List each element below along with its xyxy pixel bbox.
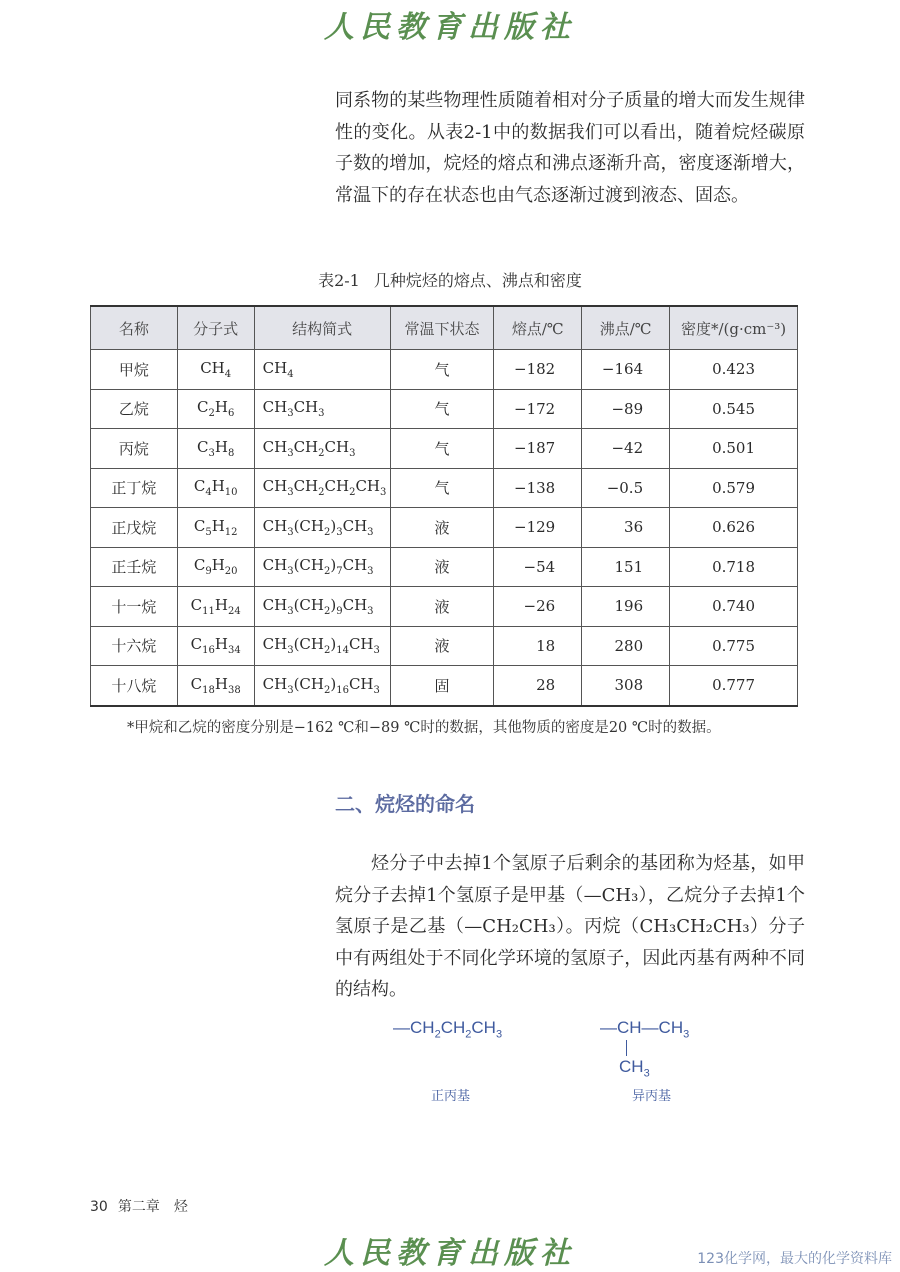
cell-density: 0.775 <box>670 626 798 666</box>
cell-state: 固 <box>390 666 494 706</box>
cell-name: 正壬烷 <box>91 547 178 587</box>
table-footnote: *甲烷和乙烷的密度分别是−162 ℃和−89 ℃时的数据，其他物质的密度是20 ℃时的数据。 <box>127 720 721 736</box>
table-row <box>91 468 798 508</box>
table-row <box>91 587 798 627</box>
cell-state: 液 <box>390 626 494 666</box>
cell-density: 0.501 <box>670 429 798 469</box>
cell-name: 正戊烷 <box>91 508 178 548</box>
cell-structure: $CH_3(CH_2)_3CH_3$ <box>254 508 390 548</box>
cell-boiling-point: −164 <box>582 350 670 390</box>
alkyl-paragraph: 烃分子中去掉1个氢原子后剩余的基团称为烃基，如甲烷分子去掉1个氢原子是甲基（—CH₃），乙烷分子去掉1个氢原子是乙基（—CH₂CH₃）。丙烷（CH₃CH₂CH₃）分子中有两组处于不同化学环境的氢原子，因此丙基有两种不同的结构。 <box>335 853 805 1001</box>
cell-boiling-point: 151 <box>582 547 670 587</box>
cell-name: 乙烷 <box>91 389 178 429</box>
cell-formula: $C_5H_{12}$ <box>177 508 254 548</box>
cell-melting-point: 18 <box>494 626 582 666</box>
publisher-logo-bottom: 人民教育出版社 <box>324 1236 576 1271</box>
cell-structure: $CH_3(CH_2)_9CH_3$ <box>254 587 390 627</box>
cell-state: 液 <box>390 508 494 548</box>
page-footer <box>90 1196 188 1216</box>
header-melting-point: 熔点/℃ <box>494 306 582 350</box>
page-number: 30 <box>90 1199 108 1215</box>
cell-formula: $C_{11}H_{24}$ <box>177 587 254 627</box>
cell-melting-point: −182 <box>494 350 582 390</box>
table-header-row <box>91 306 798 350</box>
cell-boiling-point: −42 <box>582 429 670 469</box>
header-state: 常温下状态 <box>390 306 494 350</box>
header-name: 名称 <box>91 306 178 350</box>
cell-melting-point: −54 <box>494 547 582 587</box>
cell-melting-point: −138 <box>494 468 582 508</box>
cell-density: 0.545 <box>670 389 798 429</box>
cell-melting-point: −187 <box>494 429 582 469</box>
table-caption-number: 表2-1 <box>318 271 360 290</box>
cell-formula: $C_2H_6$ <box>177 389 254 429</box>
isopropyl-structure-main: $—CH—CH_3$ <box>600 1018 690 1041</box>
cell-formula: $CH_4$ <box>177 350 254 390</box>
cell-boiling-point: 196 <box>582 587 670 627</box>
cell-melting-point: −172 <box>494 389 582 429</box>
cell-density: 0.579 <box>670 468 798 508</box>
cell-melting-point: −129 <box>494 508 582 548</box>
cell-structure: $CH_3CH_2CH_3$ <box>254 429 390 469</box>
table-row <box>91 626 798 666</box>
cell-structure: $CH_3CH_3$ <box>254 389 390 429</box>
cell-melting-point: 28 <box>494 666 582 706</box>
isopropyl-bond-line <box>626 1040 627 1056</box>
cell-density: 0.626 <box>670 508 798 548</box>
table-caption-text: 几种烷烃的熔点、沸点和密度 <box>373 271 582 290</box>
cell-boiling-point: 36 <box>582 508 670 548</box>
table-row <box>91 666 798 706</box>
publisher-logo-top: 人民教育出版社 <box>324 10 576 45</box>
cell-boiling-point: −0.5 <box>582 468 670 508</box>
table-row <box>91 429 798 469</box>
cell-state: 气 <box>390 429 494 469</box>
cell-formula: $C_4H_{10}$ <box>177 468 254 508</box>
cell-density: 0.718 <box>670 547 798 587</box>
n-propyl-structure: $—CH_2CH_2CH_3$ <box>393 1018 503 1041</box>
cell-boiling-point: −89 <box>582 389 670 429</box>
cell-name: 丙烷 <box>91 429 178 469</box>
cell-name: 甲烷 <box>91 350 178 390</box>
cell-boiling-point: 280 <box>582 626 670 666</box>
alkane-properties-table <box>90 305 798 707</box>
cell-state: 液 <box>390 587 494 627</box>
cell-structure: $CH_3(CH_2)_{16}CH_3$ <box>254 666 390 706</box>
table-row <box>91 389 798 429</box>
cell-density: 0.423 <box>670 350 798 390</box>
cell-state: 气 <box>390 350 494 390</box>
chapter-label: 第二章 烃 <box>117 1199 188 1215</box>
isopropyl-structure-branch: $CH_3$ <box>619 1057 650 1080</box>
cell-density: 0.777 <box>670 666 798 706</box>
cell-formula: $C_{18}H_{38}$ <box>177 666 254 706</box>
header-boiling-point: 沸点/℃ <box>582 306 670 350</box>
cell-name: 十八烷 <box>91 666 178 706</box>
cell-structure: $CH_3(CH_2)_7CH_3$ <box>254 547 390 587</box>
cell-melting-point: −26 <box>494 587 582 627</box>
cell-structure: $CH_4$ <box>254 350 390 390</box>
section-heading: 二、烷烃的命名 <box>335 792 475 816</box>
header-density: 密度*/(g·cm⁻³) <box>670 306 798 350</box>
cell-state: 气 <box>390 389 494 429</box>
isopropyl-label: 异丙基 <box>632 1089 672 1104</box>
watermark-text: 123化学网，最大的化学资料库 <box>697 1251 892 1267</box>
table-row <box>91 547 798 587</box>
cell-formula: $C_{16}H_{34}$ <box>177 626 254 666</box>
cell-name: 正丁烷 <box>91 468 178 508</box>
cell-name: 十一烷 <box>91 587 178 627</box>
header-formula: 分子式 <box>177 306 254 350</box>
cell-formula: $C_3H_8$ <box>177 429 254 469</box>
cell-boiling-point: 308 <box>582 666 670 706</box>
cell-structure: $CH_3(CH_2)_{14}CH_3$ <box>254 626 390 666</box>
table-row <box>91 508 798 548</box>
cell-name: 十六烷 <box>91 626 178 666</box>
table-caption <box>0 268 900 291</box>
intro-paragraph: 同系物的某些物理性质随着相对分子质量的增大而发生规律性的变化。从表2-1中的数据我们可以看出，随着烷烃碳原子数的增加，烷烃的熔点和沸点逐渐升高，密度逐渐增大，常温下的存在状态也由气态逐渐过渡到液态、固态。 <box>335 90 805 206</box>
table-row <box>91 350 798 390</box>
cell-structure: $CH_3CH_2CH_2CH_3$ <box>254 468 390 508</box>
cell-state: 气 <box>390 468 494 508</box>
n-propyl-label: 正丙基 <box>431 1089 471 1104</box>
header-structure: 结构简式 <box>254 306 390 350</box>
cell-formula: $C_9H_{20}$ <box>177 547 254 587</box>
cell-state: 液 <box>390 547 494 587</box>
cell-density: 0.740 <box>670 587 798 627</box>
